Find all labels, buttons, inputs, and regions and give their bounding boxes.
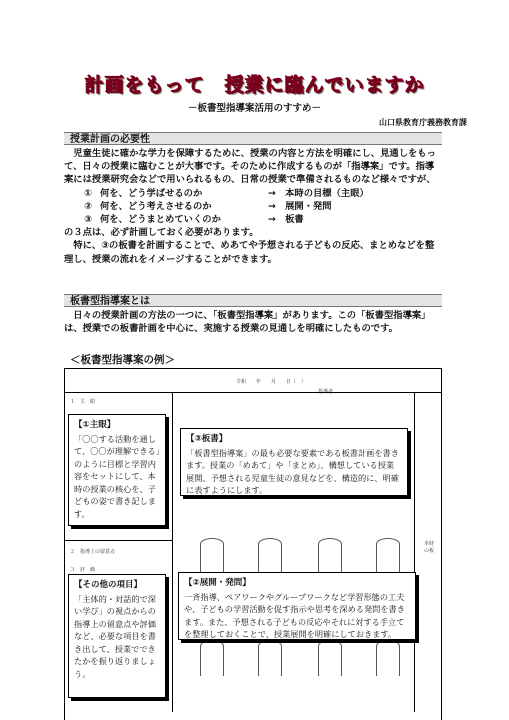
arrow-icon: → xyxy=(268,200,276,212)
board-column-shape xyxy=(318,640,342,676)
divider xyxy=(172,392,173,712)
list-item xyxy=(64,200,442,213)
divider xyxy=(414,392,415,712)
list-number: ③ xyxy=(84,214,92,226)
paragraph: 児童生徒に確かな学力を保障するために、授業の内容と方法を明確にし、見通しをもって、日々の授業に臨むことが大事です。そのために作成するものが「指導案」です。指導案には授業研究会などで用いられるもの、日常の授業で準備されるものなど様々ですが、 xyxy=(64,148,436,186)
paragraph: の３点は、必ず計画しておく必要があります。 xyxy=(64,227,259,239)
callout-text: 「〇〇する活動を通して、〇〇が理解できる」のように目標と学習内容をセットにして、本時の授業の核心を、子どもの姿で書き記します。 xyxy=(74,433,160,519)
list-question: 何を、どうまとめていくのか xyxy=(100,214,221,226)
board-column-shape xyxy=(376,640,400,676)
divider xyxy=(64,392,442,393)
paragraph: 特に、③の板書を計画することで、めあてや予想される子どもの反応、まとめなどを整理し、授業の流れをイメージすることができます。 xyxy=(64,240,435,265)
callout-heading: 【②展開・発問】 xyxy=(184,578,251,588)
date-line: 令和 年 月 日（ ） xyxy=(236,379,307,385)
callout-heading: 【その他の項目】 xyxy=(74,580,143,590)
list-question: 何を、どう学ばせるのか xyxy=(100,187,203,199)
list-item xyxy=(64,187,442,200)
callout-board xyxy=(180,428,408,496)
list-number: ② xyxy=(84,200,92,212)
page-subtitle: －板書型指導案活用のすすめ－ xyxy=(187,103,322,114)
section-body-lesson-planning xyxy=(64,147,442,266)
list-question: 何を、どう考えさせるのか xyxy=(100,200,212,212)
divider xyxy=(64,540,172,541)
callout-other-items xyxy=(68,574,166,698)
page-title: 計画をもって 授業に臨んでいますか xyxy=(84,74,425,96)
key-points-list xyxy=(64,187,442,227)
section-body-board-plan: 日々の授業計画の方法の一つに、「板書型指導案」があります。この「板書型指導案」は、授業での板書計画を中心に、実施する授業の見通しを明確にしたものです。 xyxy=(64,310,431,335)
list-item xyxy=(64,213,442,226)
faint-label-aim: １ 主 眼 xyxy=(70,399,96,405)
callout-text: 「主体的・対話的で深い学び」の視点からの指導上の留意点や評価など、必要な項目を書き出して、授業でできたかを振り返りましょう。 xyxy=(74,593,156,679)
list-number: ① xyxy=(84,187,92,199)
callout-heading: 【①主眼】 xyxy=(74,420,116,430)
faint-label-notes: ２ 指導上の留意点 xyxy=(70,549,116,555)
list-answer: 本時の目標（主眼） xyxy=(285,187,369,199)
callout-text: 「板書型指導案」の最も必要な要素である板書計画を書きます。授業の「めあて」や「まとめ」、構想している授業展開、予想される児童生徒の意見などを、構造的に、明確に表すようにします。 xyxy=(186,447,399,495)
section-heading-board-plan: 板書型指導案とは xyxy=(64,294,442,307)
callout-text: 一斉指導、ペアワークやグループワークなど学習形態の工夫や、子どもの学習活動を促す指示や思考を深める発問を書きます。また、予想される子どもの反応やそれに対する手立てを整理しておくことで、授業展開を明確にしておきます。 xyxy=(184,591,405,639)
faint-side-label: 本時の板 xyxy=(424,541,435,554)
faint-label-eval: ３ 評 価 xyxy=(70,567,96,573)
arrow-icon: → xyxy=(268,187,276,199)
section-heading-lesson-planning: 授業計画の必要性 xyxy=(64,132,442,145)
list-answer: 板書 xyxy=(285,214,304,226)
callout-development xyxy=(178,572,416,640)
board-column-shape xyxy=(258,640,282,676)
callout-heading: 【③板書】 xyxy=(186,434,228,444)
list-answer: 展開・発問 xyxy=(285,200,332,212)
organization-name: 山口県教育庁義務教育課 xyxy=(379,118,467,127)
board-column-shape xyxy=(200,640,224,676)
example-title: ＜板書型指導案の例＞ xyxy=(70,354,175,366)
callout-aim xyxy=(68,414,166,526)
arrow-icon: → xyxy=(268,214,276,226)
